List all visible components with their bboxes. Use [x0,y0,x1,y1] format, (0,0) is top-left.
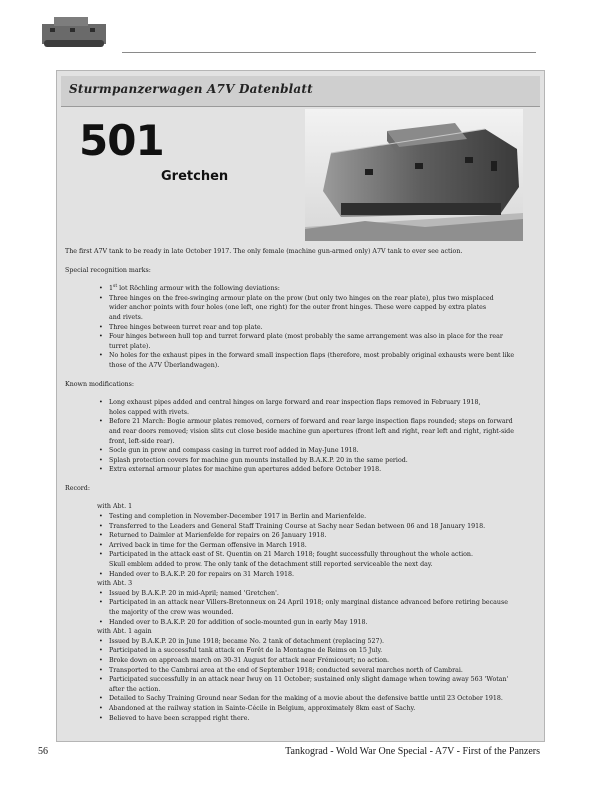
list-item: • Believed to have been scrapped right there. [65,714,535,724]
record-unit-label: with Abt. 3 [97,580,133,588]
list-item: • Participated successfully in an attack near Iwuy on 11 October; sustained only slight damage when towing away 563 'Wotan' [65,675,535,685]
list-item-cont: after the action. [109,685,161,693]
list-item: • Three hinges between turret rear and top plate. [65,323,535,333]
list-item-cont: those of the A7V Überlandwagen). [109,361,220,369]
footer-title: Tankograd - Wold War One Special - A7V - First of the Panzers [285,746,540,757]
list-item: • Four hinges between hull top and turret forward plate (most probably the same arrangement was also in place for the rear [65,332,535,342]
list-item-cont: and rear doors removed; vision slits cut close beside machine gun apertures (front left and right, rear left and right, right-side [109,427,514,435]
list-item-cont: the majority of the crew was wounded. [109,609,234,616]
list-item: • Participated in a successful tank attack on Forêt de la Montagne de Reims on 15 July. [65,646,535,656]
a7v-tank-photo [305,109,523,241]
record-unit-label: with Abt. 1 [97,503,133,511]
list-item-cont: holes capped with rivets. [109,408,189,416]
page-number: 56 [38,746,48,757]
list-item: • Issued by B.A.K.P. 20 in June 1918; became No. 2 tank of detachment (replacing 527). [65,637,535,647]
datasheet-panel [56,70,545,742]
list-item-cont: turret plate). [109,342,151,350]
list-item: • Returned to Daimler at Marienfelde for repairs on 26 January 1918. [65,531,535,541]
list-item: • Splash protection covers for machine gun mounts installed by B.A.K.P. 20 in the same period. [65,456,535,466]
list-item: • Socle gun in prow and compass casing in turret roof added in May-June 1918. [65,446,535,456]
list-item: • Testing and completion in November-December 1917 in Berlin and Marienfelde. [65,512,535,522]
list-item: • Issued by B.A.K.P. 20 in mid-April; named 'Gretchen'. [65,589,535,599]
list-item-cont: and rivets. [109,313,143,321]
list-item: • Participated in an attack near Villers-Bretonneux on 24 April 1918; only marginal distance advanced before retiring because [65,598,535,608]
datasheet-text [65,247,535,723]
list-item: • Abandoned at the railway station in Sainte-Cécile in Belgium, approximately 8km east of Sachy. [65,704,535,714]
list-item: • Handed over to B.A.K.P. 20 for repairs on 31 March 1918. [65,570,535,580]
list-item: • Broke down on approach march on 30-31 August for attack near Frémicourt; no action. [65,656,535,666]
list-item: • Participated in the attack east of St. Quentin on 21 March 1918; fought successfully throughout the whole action. [65,550,535,560]
tank-thumbnail-icon [40,14,112,50]
modifications-heading: Known modifications: [65,380,135,388]
tank-number: 501 [79,116,164,165]
list-item: • Handed over to B.A.K.P. 20 for addition of socle-mounted gun in early May 1918. [65,618,535,628]
list-item-cont: wider anchor points with four holes (one left, one right) for the outer front hinges. These were capped by extra plates [109,304,487,312]
recognition-heading: Special recognition marks: [65,266,151,274]
header-rule [122,52,536,53]
list-item: • Arrived back in time for the German offensive in March 1918. [65,541,535,551]
list-item: • Extra external armour plates for machine gun apertures added before October 1918. [65,465,535,475]
list-item-cont: Skull emblem added to prow. The only tank of the detachment still reported serviceable the next day. [109,561,433,569]
list-item: • 1st lot Röchling armour with the following deviations: [65,284,535,294]
list-item: • No holes for the exhaust pipes in the forward small inspection flaps (therefore, most probably original exhausts were bent like [65,351,535,361]
datasheet-titlebar [61,76,540,107]
list-item: • Transported to the Cambrai area at the end of September 1918; conducted several marches north of Cambrai. [65,666,535,676]
tank-name: Gretchen [161,169,229,184]
record-heading: Record: [65,484,90,492]
list-item: • Long exhaust pipes added and central hinges on large forward and rear inspection flaps removed in February 1918, [65,398,535,408]
list-item-cont: front, left-side rear). [109,437,175,445]
list-item: • Three hinges on the free-swinging armour plate on the prow (but only two hinges on the rear plate), plus two misplaced [65,294,535,304]
list-item: • Detailed to Sachy Training Ground near Sedan for the making of a movie about the defensive battle until 23 October 1918. [65,694,535,704]
datasheet-title: Sturmpanzerwagen A7V Datenblatt [69,82,313,96]
intro-paragraph: The first A7V tank to be ready in late October 1917. The only female (machine gun-armed only) A7V tank to ever see action. [65,248,463,255]
list-item: • Before 21 March: Bogie armour plates removed, corners of forward and rear large inspection flaps rounded; steps on forward [65,417,535,427]
record-unit-label: with Abt. 1 again [97,628,152,636]
list-item: • Transferred to the Leaders and General Staff Training Course at Sachy near Sedan between 06 and 18 January 1918. [65,522,535,532]
